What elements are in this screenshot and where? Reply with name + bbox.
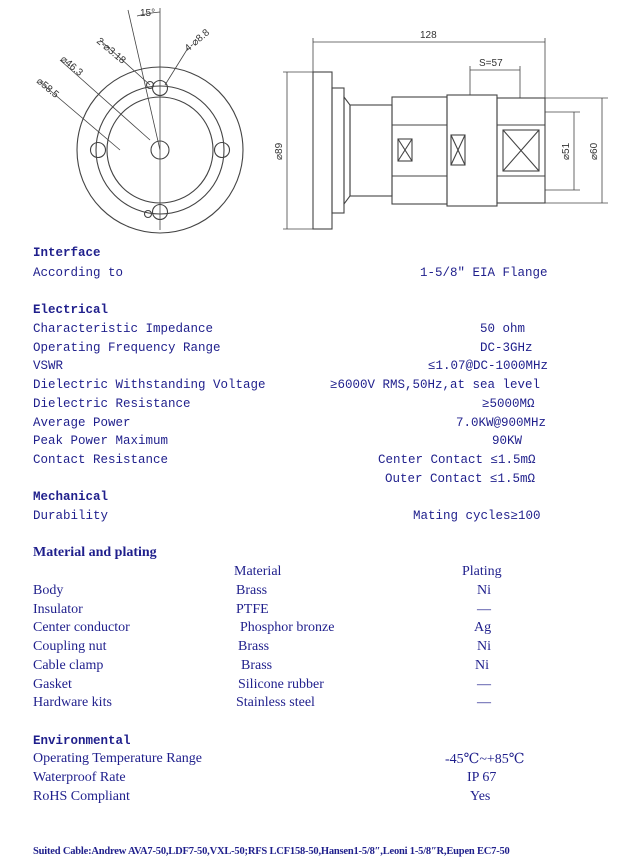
part-plating: Ni	[477, 639, 491, 654]
env-label: Waterproof Rate	[33, 770, 126, 785]
env-value: Yes	[470, 789, 491, 804]
d-outer-label: ⌀58.5	[34, 75, 61, 101]
electrical-label: Contact Resistance	[33, 453, 169, 467]
electrical-label: Dielectric Resistance	[33, 397, 191, 411]
electrical-label: Characteristic Impedance	[33, 322, 214, 336]
hex-label: S=57	[479, 58, 503, 69]
electrical-value: 7.0KW@900MHz	[456, 416, 547, 430]
electrical-value: Center Contact ≤1.5mΩ	[378, 453, 536, 467]
d2-label: ⌀60	[589, 142, 600, 160]
env-label: RoHS Compliant	[33, 789, 130, 804]
env-value: IP 67	[467, 770, 497, 785]
electrical-label: Average Power	[33, 416, 131, 430]
electrical-value: 50 ohm	[480, 322, 526, 336]
part-name: Body	[33, 583, 64, 598]
bolt-label: 4-⌀8.8	[182, 27, 213, 55]
suited-cable-note: Suited Cable:Andrew AVA7-50,LDF7-50,VXL-50;RFS LCF158-50,Hansen1-5/8″,Leoni 1-5/8″R,Eupen EC7-50	[33, 846, 510, 857]
electrical-label: VSWR	[33, 359, 64, 373]
electrical-label: Operating Frequency Range	[33, 341, 221, 355]
part-material: Brass	[241, 658, 273, 673]
part-plating: Ni	[477, 583, 491, 598]
env-value: -45℃~+85℃	[445, 752, 525, 767]
part-name: Cable clamp	[33, 658, 104, 673]
electrical-label: Dielectric Withstanding Voltage	[33, 378, 266, 392]
part-plating: —	[477, 695, 491, 710]
part-material: Silicone rubber	[238, 677, 324, 692]
part-name: Coupling nut	[33, 639, 107, 654]
interface-value: 1-5/8″ EIA Flange	[420, 266, 548, 280]
part-plating: Ag	[474, 620, 492, 635]
mechanical-title: Mechanical	[33, 490, 109, 504]
length-label: 128	[420, 30, 437, 41]
side-view-labels	[274, 30, 600, 160]
part-plating: —	[477, 602, 491, 617]
front-view-labels	[34, 8, 212, 101]
part-name: Insulator	[33, 602, 83, 617]
side-view	[283, 38, 608, 229]
env-label: Operating Temperature Range	[33, 751, 203, 766]
part-plating: —	[477, 677, 491, 692]
interface-label: According to	[33, 266, 124, 280]
part-material: PTFE	[236, 602, 269, 617]
part-name: Gasket	[33, 677, 72, 692]
interface-title: Interface	[33, 246, 101, 260]
part-name: Hardware kits	[33, 695, 112, 710]
electrical-label: Peak Power Maximum	[33, 434, 169, 448]
electrical-title: Electrical	[33, 303, 109, 317]
mechanical-label: Durability	[33, 509, 109, 523]
d1-label: ⌀51	[561, 142, 572, 160]
electrical-value: ≥6000V RMS,50Hz,at sea level	[330, 378, 541, 392]
electrical-value: ≥5000MΩ	[482, 397, 535, 411]
angle-label: 15°	[140, 8, 156, 19]
electrical-value: DC-3GHz	[480, 341, 533, 355]
electrical-value: 90KW	[492, 434, 523, 448]
part-name: Center conductor	[33, 620, 130, 635]
part-material: Brass	[238, 639, 270, 654]
flange-d-label: ⌀89	[274, 142, 285, 160]
connector-drawing	[0, 0, 635, 235]
part-plating: Ni	[475, 658, 489, 673]
col-material-header: Material	[234, 564, 282, 579]
part-material: Stainless steel	[236, 695, 315, 710]
electrical-value: ≤1.07@DC-1000MHz	[428, 359, 549, 373]
d-inner-label: ⌀46.3	[58, 53, 85, 79]
part-material: Brass	[236, 583, 268, 598]
material-title: Material and plating	[33, 545, 157, 560]
environmental-title: Environmental	[33, 734, 131, 748]
front-view	[40, 8, 243, 233]
mechanical-value: Mating cycles≥100	[413, 509, 541, 523]
part-material: Phosphor bronze	[240, 620, 335, 635]
col-plating-header: Plating	[462, 564, 502, 579]
electrical-value: Outer Contact ≤1.5mΩ	[385, 472, 536, 486]
holes-label: 2-⌀3.18	[94, 35, 128, 67]
